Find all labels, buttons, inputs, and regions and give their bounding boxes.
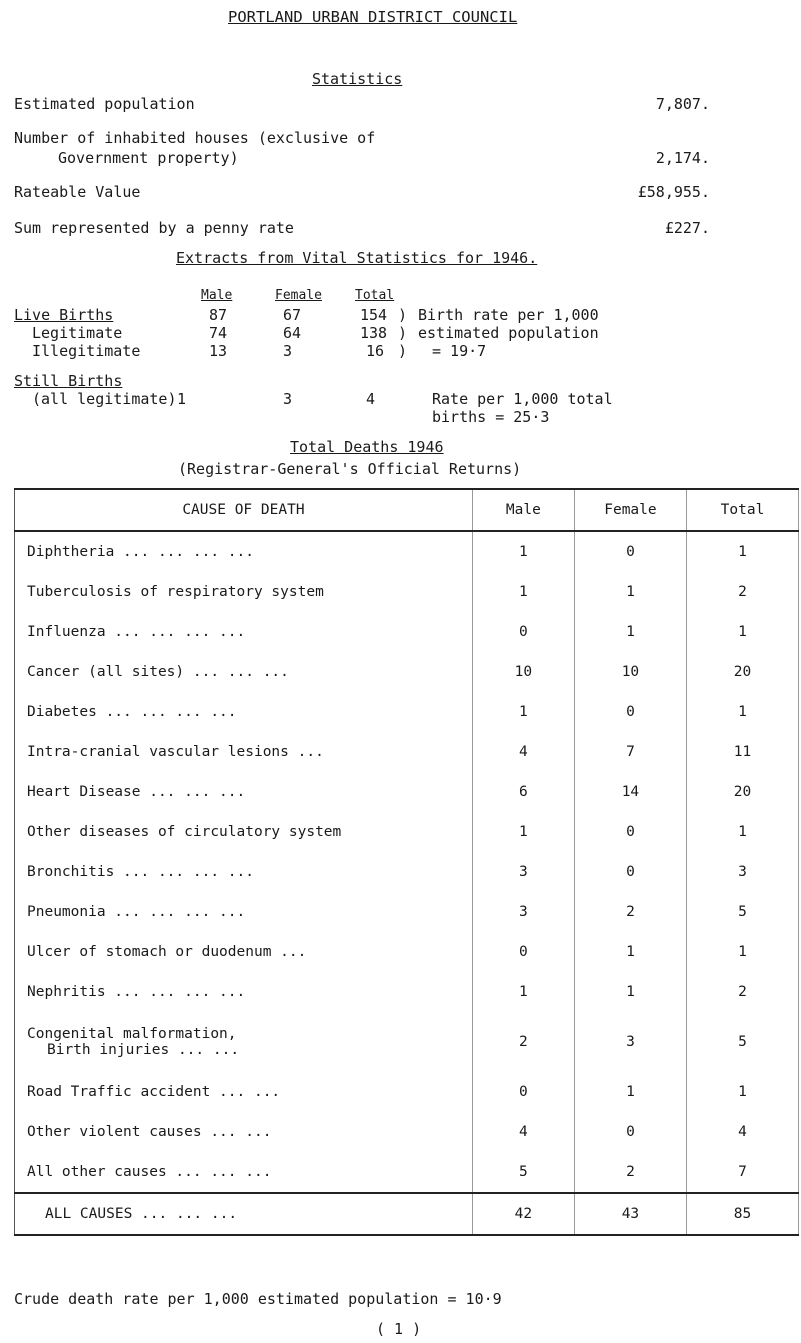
female-cell: 1 bbox=[574, 932, 686, 972]
table-row bbox=[15, 1072, 799, 1112]
table-row bbox=[15, 1012, 799, 1072]
col-female: Female bbox=[275, 288, 322, 303]
total-cell: 20 bbox=[686, 652, 798, 692]
still-births-sublabel: (all legitimate) bbox=[32, 390, 177, 408]
birth-rate-note-3: = 19·7 bbox=[432, 342, 487, 360]
still-rate-note-2: births = 25·3 bbox=[432, 408, 550, 426]
male-cell: 3 bbox=[472, 852, 574, 892]
cause-line-2: Birth injuries ... ... bbox=[47, 1042, 240, 1058]
stat-value-rateable: £58,955. bbox=[637, 183, 710, 201]
female-cell: 2 bbox=[574, 1152, 686, 1193]
table-row bbox=[15, 531, 799, 572]
cause-cell: Road Traffic accident ... ... bbox=[15, 1072, 473, 1112]
total-cell: 1 bbox=[686, 932, 798, 972]
total-total-cell: 85 bbox=[686, 1193, 798, 1235]
live-births-total: 154 bbox=[360, 306, 388, 324]
birth-rate-note-2: estimated population bbox=[418, 324, 599, 342]
total-male-cell: 42 bbox=[472, 1193, 574, 1235]
illegitimate-female: 3 bbox=[283, 342, 293, 360]
male-cell: 5 bbox=[472, 1152, 574, 1193]
illegitimate-label: Illegitimate bbox=[32, 342, 141, 360]
legitimate-total: 138 bbox=[360, 324, 388, 342]
female-cell: 3 bbox=[574, 1012, 686, 1072]
table-row bbox=[15, 732, 799, 772]
male-cell: 2 bbox=[472, 1012, 574, 1072]
still-rate-note-1: Rate per 1,000 total bbox=[432, 390, 613, 408]
stat-value-population: 7,807. bbox=[655, 95, 710, 113]
cause-cell: Influenza ... ... ... ... bbox=[15, 612, 473, 652]
table-header-row bbox=[15, 489, 799, 531]
male-cell: 1 bbox=[472, 531, 574, 572]
cause-cell: Bronchitis ... ... ... ... bbox=[15, 852, 473, 892]
still-births-total: 4 bbox=[366, 390, 376, 408]
male-cell: 1 bbox=[472, 692, 574, 732]
deaths-subtitle: (Registrar-General's Official Returns) bbox=[178, 460, 522, 478]
cause-cell: Cancer (all sites) ... ... ... bbox=[15, 652, 473, 692]
female-cell: 0 bbox=[574, 1112, 686, 1152]
header-cause: CAUSE OF DEATH bbox=[15, 489, 473, 531]
cause-cell: Nephritis ... ... ... ... bbox=[15, 972, 473, 1012]
male-cell: 1 bbox=[472, 572, 574, 612]
illegitimate-male: 13 bbox=[209, 342, 228, 360]
cause-cell: Ulcer of stomach or duodenum ... bbox=[15, 932, 473, 972]
table-row bbox=[15, 972, 799, 1012]
table-row bbox=[15, 692, 799, 732]
male-cell: 4 bbox=[472, 732, 574, 772]
header-total: Total bbox=[686, 489, 798, 531]
male-cell: 1 bbox=[472, 972, 574, 1012]
birth-brace: ) ) ) bbox=[398, 306, 408, 360]
table-row bbox=[15, 1112, 799, 1152]
female-cell: 0 bbox=[574, 812, 686, 852]
statistics-heading: Statistics bbox=[312, 70, 403, 88]
cause-cell: Tuberculosis of respiratory system bbox=[15, 572, 473, 612]
legitimate-label: Legitimate bbox=[32, 324, 123, 342]
col-total: Total bbox=[355, 288, 395, 303]
female-cell: 0 bbox=[574, 531, 686, 572]
still-births-male: 1 bbox=[177, 390, 187, 408]
table-row bbox=[15, 772, 799, 812]
total-cell: 7 bbox=[686, 1152, 798, 1193]
header-male: Male bbox=[472, 489, 574, 531]
cause-cell: Pneumonia ... ... ... ... bbox=[15, 892, 473, 932]
stat-label-houses: Number of inhabited houses (exclusive of bbox=[14, 129, 376, 147]
female-cell: 1 bbox=[574, 1072, 686, 1112]
live-births-male: 87 bbox=[209, 306, 228, 324]
total-cell: 4 bbox=[686, 1112, 798, 1152]
total-cell: 5 bbox=[686, 1012, 798, 1072]
table-row bbox=[15, 652, 799, 692]
still-births-label: Still Births bbox=[14, 372, 123, 390]
total-cell: 1 bbox=[686, 812, 798, 852]
total-cell: 1 bbox=[686, 1072, 798, 1112]
female-cell: 0 bbox=[574, 692, 686, 732]
cause-line-1: Congenital malformation, bbox=[27, 1026, 237, 1042]
total-cell: 3 bbox=[686, 852, 798, 892]
col-male: Male bbox=[201, 288, 233, 303]
live-births-female: 67 bbox=[283, 306, 302, 324]
male-cell: 3 bbox=[472, 892, 574, 932]
legitimate-male: 74 bbox=[209, 324, 228, 342]
male-cell: 0 bbox=[472, 932, 574, 972]
total-cell: 11 bbox=[686, 732, 798, 772]
table-row bbox=[15, 1152, 799, 1193]
total-cause-cell: ALL CAUSES ... ... ... bbox=[15, 1193, 473, 1235]
still-births-female: 3 bbox=[283, 390, 293, 408]
male-cell: 0 bbox=[472, 612, 574, 652]
female-cell: 1 bbox=[574, 972, 686, 1012]
header-female: Female bbox=[574, 489, 686, 531]
total-cell: 20 bbox=[686, 772, 798, 812]
illegitimate-total: 16 bbox=[366, 342, 385, 360]
deaths-title: Total Deaths 1946 bbox=[290, 438, 444, 456]
cause-cell bbox=[15, 1012, 473, 1072]
council-title: PORTLAND URBAN DISTRICT COUNCIL bbox=[228, 8, 518, 26]
male-cell: 0 bbox=[472, 1072, 574, 1112]
vital-heading: Extracts from Vital Statistics for 1946. bbox=[176, 249, 538, 267]
birth-rate-note-1: Birth rate per 1,000 bbox=[418, 306, 599, 324]
stat-value-houses: 2,174. bbox=[655, 149, 710, 167]
total-cell: 1 bbox=[686, 612, 798, 652]
cause-cell: Other violent causes ... ... bbox=[15, 1112, 473, 1152]
cause-cell: All other causes ... ... ... bbox=[15, 1152, 473, 1193]
cause-cell: Other diseases of circulatory system bbox=[15, 812, 473, 852]
female-cell: 1 bbox=[574, 572, 686, 612]
female-cell: 0 bbox=[574, 852, 686, 892]
total-cell: 1 bbox=[686, 531, 798, 572]
table-row bbox=[15, 892, 799, 932]
deaths-table bbox=[14, 488, 799, 1236]
male-cell: 4 bbox=[472, 1112, 574, 1152]
stat-label-penny-rate: Sum represented by a penny rate bbox=[14, 219, 294, 237]
total-cell: 5 bbox=[686, 892, 798, 932]
table-row bbox=[15, 572, 799, 612]
male-cell: 6 bbox=[472, 772, 574, 812]
legitimate-female: 64 bbox=[283, 324, 302, 342]
female-cell: 7 bbox=[574, 732, 686, 772]
female-cell: 2 bbox=[574, 892, 686, 932]
female-cell: 14 bbox=[574, 772, 686, 812]
table-row bbox=[15, 932, 799, 972]
cause-cell: Heart Disease ... ... ... bbox=[15, 772, 473, 812]
cause-cell: Diabetes ... ... ... ... bbox=[15, 692, 473, 732]
page-number: ( 1 ) bbox=[376, 1320, 422, 1338]
cause-cell: Diphtheria ... ... ... ... bbox=[15, 531, 473, 572]
total-female-cell: 43 bbox=[574, 1193, 686, 1235]
live-births-label: Live Births bbox=[14, 306, 114, 324]
cause-cell: Intra-cranial vascular lesions ... bbox=[15, 732, 473, 772]
total-cell: 2 bbox=[686, 972, 798, 1012]
crude-death-rate: Crude death rate per 1,000 estimated population = 10·9 bbox=[14, 1290, 502, 1308]
table-row bbox=[15, 812, 799, 852]
male-cell: 1 bbox=[472, 812, 574, 852]
female-cell: 1 bbox=[574, 612, 686, 652]
stat-label-houses-line2: Government property) bbox=[58, 149, 239, 167]
total-row bbox=[15, 1193, 799, 1235]
total-cell: 2 bbox=[686, 572, 798, 612]
stat-label-population: Estimated population bbox=[14, 95, 195, 113]
total-cell: 1 bbox=[686, 692, 798, 732]
stat-label-rateable: Rateable Value bbox=[14, 183, 141, 201]
male-cell: 10 bbox=[472, 652, 574, 692]
stat-value-penny-rate: £227. bbox=[664, 219, 710, 237]
table-row bbox=[15, 852, 799, 892]
female-cell: 10 bbox=[574, 652, 686, 692]
table-row bbox=[15, 612, 799, 652]
